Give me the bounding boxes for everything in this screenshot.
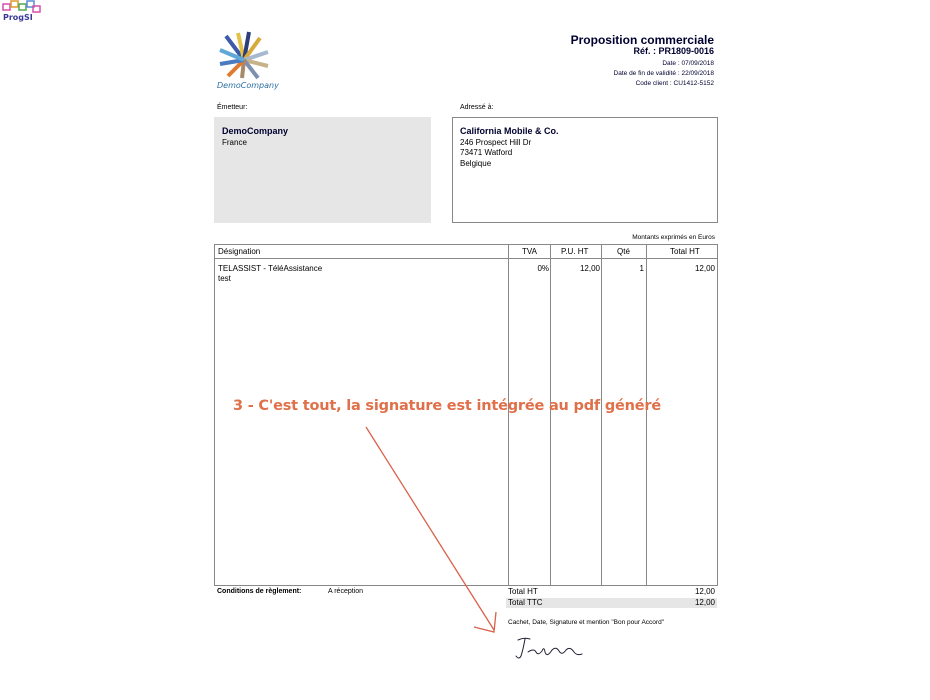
row-designation: TELASSIST - TéléAssistance	[218, 264, 323, 273]
column-header-qty: Qté	[617, 247, 630, 256]
total-ttc-label: Total TTC	[508, 598, 543, 607]
column-header-tva: TVA	[522, 247, 537, 256]
payment-terms-value: A réception	[328, 588, 364, 595]
sender-name: DemoCompany	[222, 126, 289, 136]
column-header-designation: Désignation	[218, 247, 261, 256]
recipient-address-line: Belgique	[460, 159, 492, 168]
column-header-total: Total HT	[670, 247, 700, 256]
total-ht-label: Total HT	[508, 587, 538, 596]
total-ttc-value: 12,00	[694, 598, 715, 607]
header-divider	[215, 258, 717, 259]
sender-label: Émetteur:	[217, 104, 248, 111]
column-divider	[646, 245, 647, 585]
signature-image	[514, 634, 586, 664]
recipient-address-line: 73471 Watford	[460, 148, 513, 157]
column-divider	[550, 245, 551, 585]
recipient-label: Adressé à:	[460, 104, 494, 111]
row-tva: 0%	[537, 264, 549, 273]
document-title: Proposition commerciale	[570, 33, 714, 47]
client-code: Code client : CU1412-5152	[635, 80, 714, 87]
progsi-logo-text: ProgSI	[3, 13, 33, 22]
row-total: 12,00	[694, 264, 715, 273]
row-quantity: 1	[639, 264, 644, 273]
amounts-note: Montants exprimés en Euros	[632, 234, 715, 241]
signature-note: Cachet, Date, Signature et mention "Bon pour Accord"	[508, 619, 665, 626]
row-unit-price: 12,00	[579, 264, 600, 273]
recipient-address-line: 246 Prospect Hill Dr	[460, 138, 532, 147]
company-logo-name: DemoCompany	[217, 81, 279, 90]
column-divider	[508, 245, 509, 585]
recipient-name: California Mobile & Co.	[460, 126, 559, 136]
payment-terms-label: Conditions de règlement:	[217, 588, 302, 595]
sender-country: France	[222, 138, 247, 147]
company-logo-icon	[216, 30, 272, 80]
validity-date: Date de fin de validité : 22/09/2018	[613, 70, 714, 77]
column-header-pu: P.U. HT	[561, 247, 589, 256]
document-date: Date : 07/09/2018	[662, 60, 714, 67]
items-table	[214, 244, 718, 586]
document-reference: Réf. : PR1809-0016	[633, 46, 714, 56]
annotation-text: 3 - C'est tout, la signature est intégrée au pdf généré	[233, 398, 661, 414]
total-ht-value: 12,00	[694, 587, 715, 596]
column-divider	[601, 245, 602, 585]
row-description: test	[218, 274, 231, 283]
